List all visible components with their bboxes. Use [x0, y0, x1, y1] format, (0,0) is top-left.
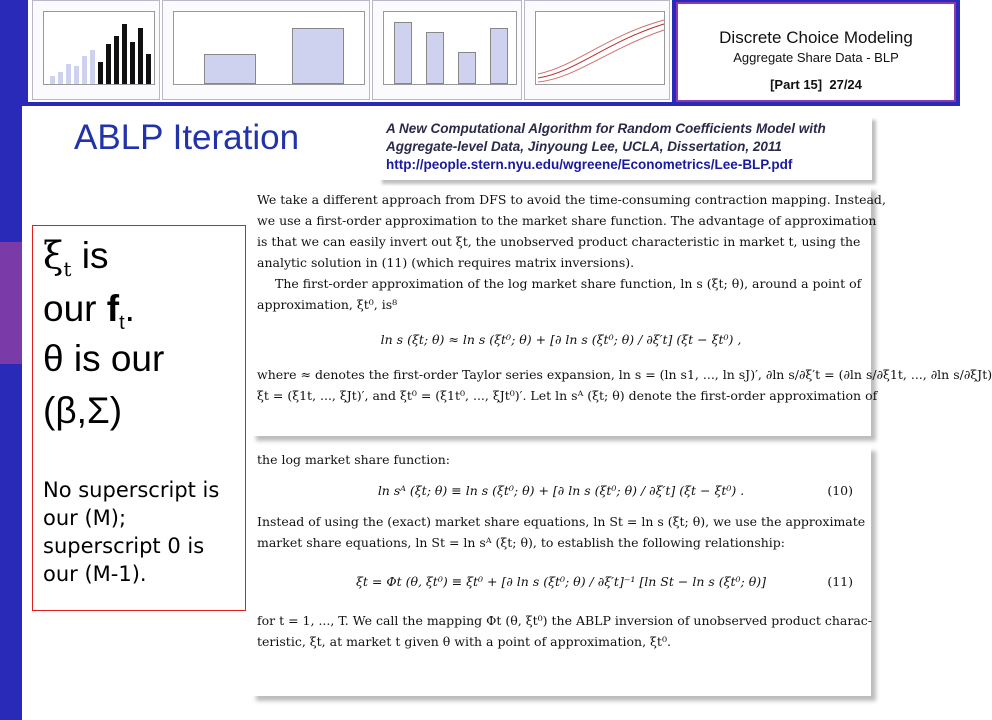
paper-line: We take a different approach from DFS to avoid the time-consuming contraction mapping. Instead, — [257, 192, 886, 207]
paper-line: we use a first-order approximation to the market share function. The advantage of approximation — [257, 213, 877, 228]
paper-excerpt-bottom — [251, 446, 871, 696]
paper-line: ξt = (ξ1t, ..., ξJt)′, and ξt⁰ = (ξ1t⁰, ..., ξJt⁰)′. Let ln sᴬ (ξt; θ) denote the first-order approximation of — [257, 388, 878, 403]
equation-11-body: ξt = Φt (θ, ξt⁰) ≡ ξt⁰ + [∂ ln s (ξt⁰; θ) / ∂ξ′t]⁻¹ [ln St − ln s (ξt⁰; θ)] — [356, 574, 766, 589]
thumbnail-partial-effects — [524, 0, 670, 100]
paper-excerpt-top — [251, 186, 992, 436]
course-topic: Aggregate Share Data - BLP — [733, 50, 899, 65]
thumbnail-histogram — [32, 0, 160, 100]
thumbnail-mode-chart — [372, 0, 522, 100]
paper-line: market share equations, ln St = ln sᴬ (ξt; θ), to establish the following relationship: — [257, 535, 785, 550]
citation-url[interactable]: http://people.stern.nyu.edu/wgreene/Econometrics/Lee-BLP.pdf — [386, 157, 793, 172]
slide-title: ABLP Iteration — [74, 118, 300, 157]
partial-effects-curves — [536, 12, 666, 86]
our-text: our — [43, 288, 107, 329]
xi-subscript: t — [63, 257, 72, 281]
callout-line-f — [43, 288, 135, 335]
paper-line: where ≈ denotes the first-order Taylor series expansion, ln s = (ln s1, ..., ln sJ)′, ∂ln s/∂ξ′t = (∂ln s/∂ξ1t, ..., ∂ln s/∂ξJt) — [257, 367, 992, 382]
paper-line: The first-order approximation of the log market share function, ln s (ξt; θ), around a point of — [275, 276, 862, 291]
callout-box — [32, 225, 246, 611]
course-title: Discrete Choice Modeling — [719, 28, 913, 47]
paper-line: for t = 1, ..., T. We call the mapping Φt (θ, ξt⁰) the ABLP inversion of unobserved product charac- — [257, 613, 872, 628]
is-text: is — [71, 235, 109, 276]
paper-line: approximation, ξt⁰, is⁸ — [257, 297, 398, 312]
paper-line: the log market share function: — [257, 452, 450, 467]
paper-line: is that we can easily invert out ξt, the unobserved product characteristic in market t, using the — [257, 234, 861, 249]
equation-11-number: (11) — [827, 574, 853, 589]
equation-10-number: (10) — [827, 483, 853, 498]
equation-11 — [257, 571, 865, 592]
f-subscript: t — [119, 312, 125, 334]
citation-box — [378, 116, 872, 180]
callout-line-xi — [43, 234, 108, 281]
paper-line: teristic, ξt, at market t given θ with a point of approximation, ξt⁰. — [257, 634, 671, 649]
paper-line: Instead of using the (exact) market share equations, ln St = ln s (ξt; θ), we use the approximate — [257, 514, 866, 529]
equation-10-body: ln sᴬ (ξt; θ) ≡ ln s (ξt⁰; θ) + [∂ ln s (ξt⁰; θ) / ∂ξ′t] (ξt − ξt⁰) . — [377, 483, 745, 498]
slide-number — [678, 77, 954, 92]
header-thumbnails — [28, 0, 672, 102]
thumbnail-bar-chart — [162, 0, 370, 100]
left-accent-purple — [0, 242, 22, 364]
equation-10 — [257, 480, 865, 501]
equation-approx: ln s (ξt; θ) ≈ ln s (ξt⁰; θ) + [∂ ln s (ξt⁰; θ) / ∂ξ′t] (ξt − ξt⁰) , — [380, 332, 742, 347]
part-label: [Part 15] — [770, 77, 823, 92]
citation-line-1: A New Computational Algorithm for Random Coefficients Model with — [386, 121, 826, 136]
paper-line: analytic solution in (11) (which requires matrix inversions). — [257, 255, 635, 270]
page-number: 27/24 — [829, 77, 862, 92]
callout-line-beta-sigma: (β,Σ) — [43, 390, 123, 431]
f-symbol: f — [106, 288, 120, 329]
course-header — [676, 2, 956, 102]
callout-note: No superscript is our (M); superscript 0 is our (M-1). — [43, 478, 220, 586]
left-accent-bar — [0, 0, 22, 720]
period: . — [124, 288, 135, 329]
callout-line-theta: θ is our — [43, 338, 165, 379]
xi-symbol: ξ — [43, 234, 64, 277]
citation-line-2: Aggregate-level Data, Jinyoung Lee, UCLA, Dissertation, 2011 — [386, 139, 782, 154]
